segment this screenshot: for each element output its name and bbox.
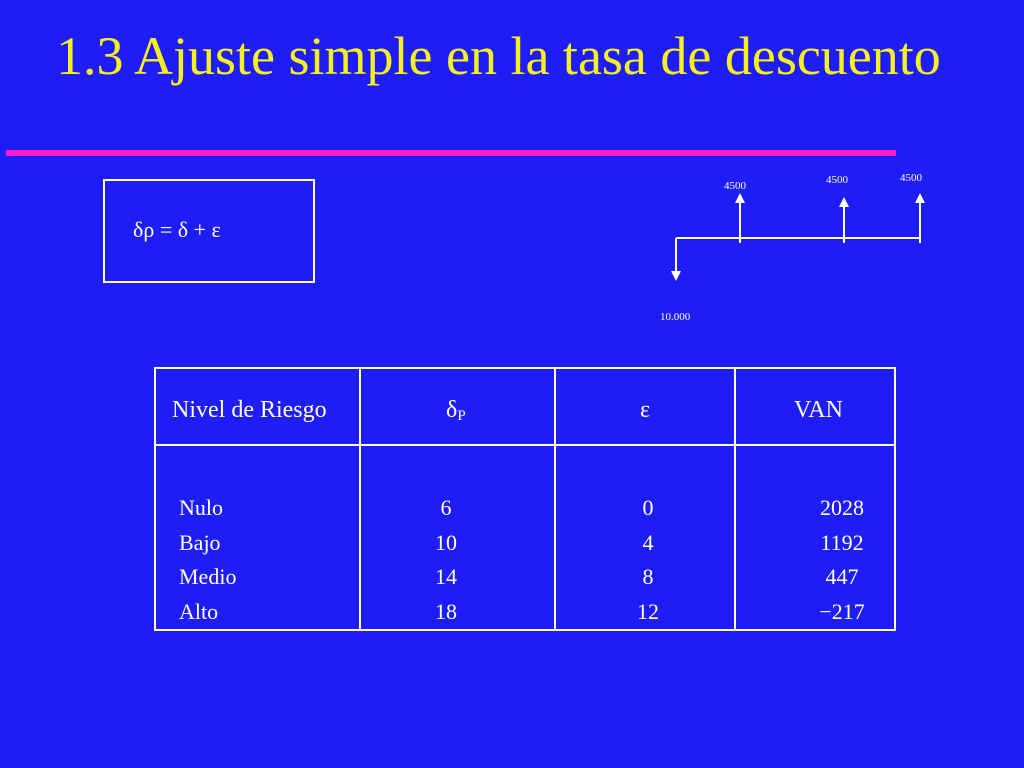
epsilon-column — [618, 491, 678, 629]
column-divider — [734, 369, 736, 629]
delta-symbol: δ — [446, 397, 458, 423]
inflow-arrow-3-head — [915, 193, 925, 203]
van-cell: 2028 — [820, 495, 864, 520]
risk-cell: Medio — [179, 564, 237, 589]
van-cell: 447 — [825, 564, 859, 589]
delta-p-cell: 14 — [435, 564, 457, 589]
epsilon-cell: 0 — [642, 495, 654, 520]
discount-rate-formula: δρ = δ + ε — [133, 217, 221, 242]
inflow-label-2: 4500 — [826, 174, 848, 186]
risk-level-column — [179, 491, 236, 629]
delta-p-cell: 18 — [435, 598, 457, 624]
van-cell: 1192 — [820, 529, 864, 555]
delta-p-cell: 10 — [435, 529, 457, 555]
risk-cell: Alto — [179, 598, 219, 624]
van-cell: −217 — [819, 598, 865, 624]
outflow-label: 10.000 — [660, 311, 691, 323]
delta-p-cell: 6 — [440, 495, 452, 520]
column-divider — [359, 369, 361, 629]
inflow-label-3: 4500 — [900, 172, 922, 184]
formula-box — [103, 179, 315, 283]
van-column — [802, 491, 882, 629]
slide-title: 1.3 Ajuste simple en la tasa de descuento — [56, 26, 941, 86]
risk-cell: Bajo — [179, 529, 221, 555]
risk-cell: Nulo — [179, 495, 223, 520]
delta-p-column — [416, 491, 476, 629]
inflow-arrow-2-head — [839, 197, 849, 207]
epsilon-cell: 8 — [642, 564, 654, 589]
epsilon-cell: 12 — [637, 598, 659, 624]
title-underline — [6, 150, 896, 156]
column-divider — [554, 369, 556, 629]
epsilon-cell: 4 — [642, 529, 654, 555]
header-delta-p — [446, 397, 466, 425]
inflow-arrow-1-head — [735, 193, 745, 203]
header-epsilon: ε — [640, 397, 651, 423]
delta-subscript: P — [457, 408, 466, 424]
inflow-label-1: 4500 — [724, 180, 746, 192]
cash-flow-diagram — [640, 165, 940, 330]
header-risk-level: Nivel de Riesgo — [172, 397, 327, 423]
header-divider — [156, 444, 894, 446]
header-van: VAN — [794, 397, 843, 423]
risk-table — [154, 367, 896, 631]
outflow-arrow-head — [671, 271, 681, 281]
cash-flow-arrows — [640, 165, 940, 330]
